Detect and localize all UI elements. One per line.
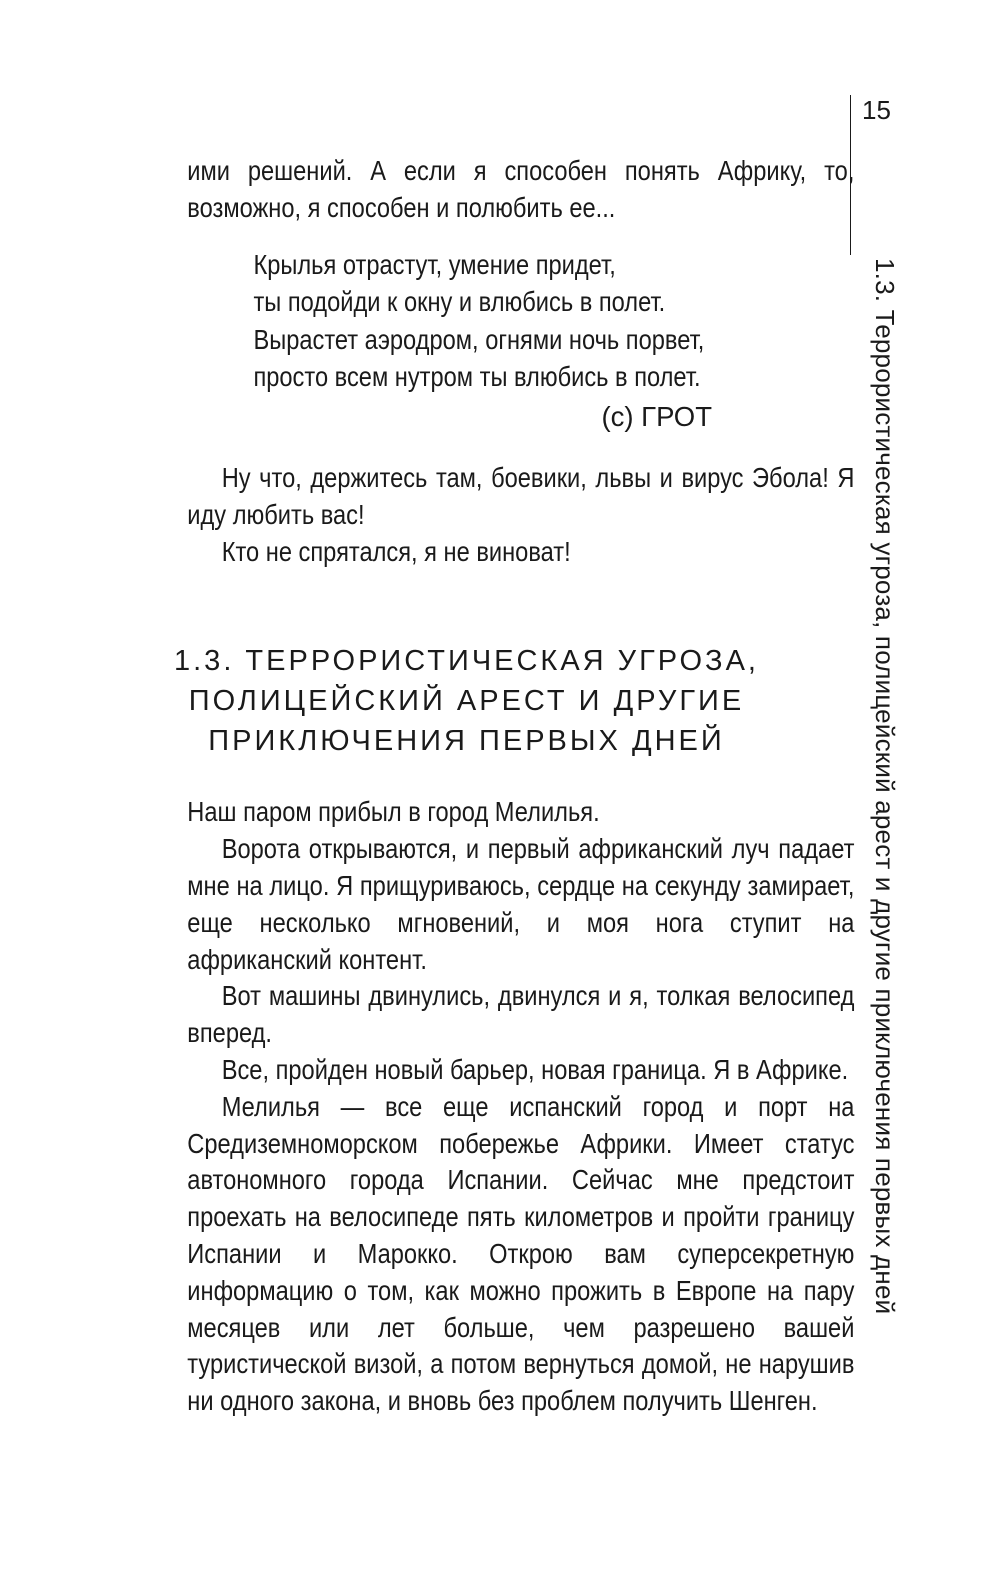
intro-paragraph: ими решений. А если я способен понять Африку, то, возможно, я способен и полюбить ее... [187, 155, 855, 223]
paragraph: Кто не спрятался, я не виноват! [221, 535, 571, 567]
poem-author: (с) ГРОТ [601, 400, 712, 432]
paragraph: Мелилья — все еще испанский город и порт на Средиземноморском побережье Африки. Имеет статус автономного города Испании. Сейчас мне предстоит проехать на велосипеде пять километров и пройти границу Испании и Марокко. Открою вам суперсекретную информацию о том, как можно прожить в Европе на пару месяцев или лет больше, чем разрешено вашей туристической визой, а потом вернуться домой, не нарушив ни одного закона, и вновь без проблем получить Шенген. [187, 1090, 855, 1417]
poem-line: Крылья отрастут, умение придет, [253, 248, 616, 280]
intro-block [187, 153, 854, 227]
paragraph: Ну что, держитесь там, боевики, львы и вирус Эбола! Я иду любить вас! [187, 462, 855, 530]
poem [205, 246, 800, 396]
paragraph: Все, пройден новый барьер, новая граница. Я в Африке. [221, 1054, 849, 1086]
paragraph: Наш паром прибыл в город Мелилья. [187, 796, 600, 828]
paragraph: Ворота открываются, и первый африканский луч падает мне на лицо. Я прищуриваюсь, сердце на секунду замирает, еще несколько мгновений, и моя нога ступит на африканский контент. [187, 833, 855, 975]
running-head: 1.3. Террористическая угроза, полицейский арест и другие приключения первых дней [870, 258, 900, 1315]
heading-line: 1.3. ТЕРРОРИСТИЧЕСКАЯ УГРОЗА, [174, 645, 759, 678]
section-heading [133, 641, 800, 761]
heading-line: ПОЛИЦЕЙСКИЙ АРЕСТ И ДРУГИЕ [188, 685, 745, 718]
page-number: 15 [862, 95, 891, 125]
poem-line: просто всем нутром ты влюбись в полет. [253, 361, 701, 393]
poem-lines [253, 246, 848, 396]
poem-line: Вырастет аэродром, огнями ночь порвет, [253, 323, 705, 355]
after-poem-block [187, 460, 854, 570]
section-body [187, 794, 854, 1420]
heading-line: ПРИКЛЮЧЕНИЯ ПЕРВЫХ ДНЕЙ [208, 725, 725, 758]
page-body [133, 153, 855, 1420]
paragraph: Вот машины двинулись, двинулся и я, толкая велосипед вперед. [187, 980, 855, 1049]
poem-line: ты подойди к окну и влюбись в полет. [253, 286, 666, 318]
